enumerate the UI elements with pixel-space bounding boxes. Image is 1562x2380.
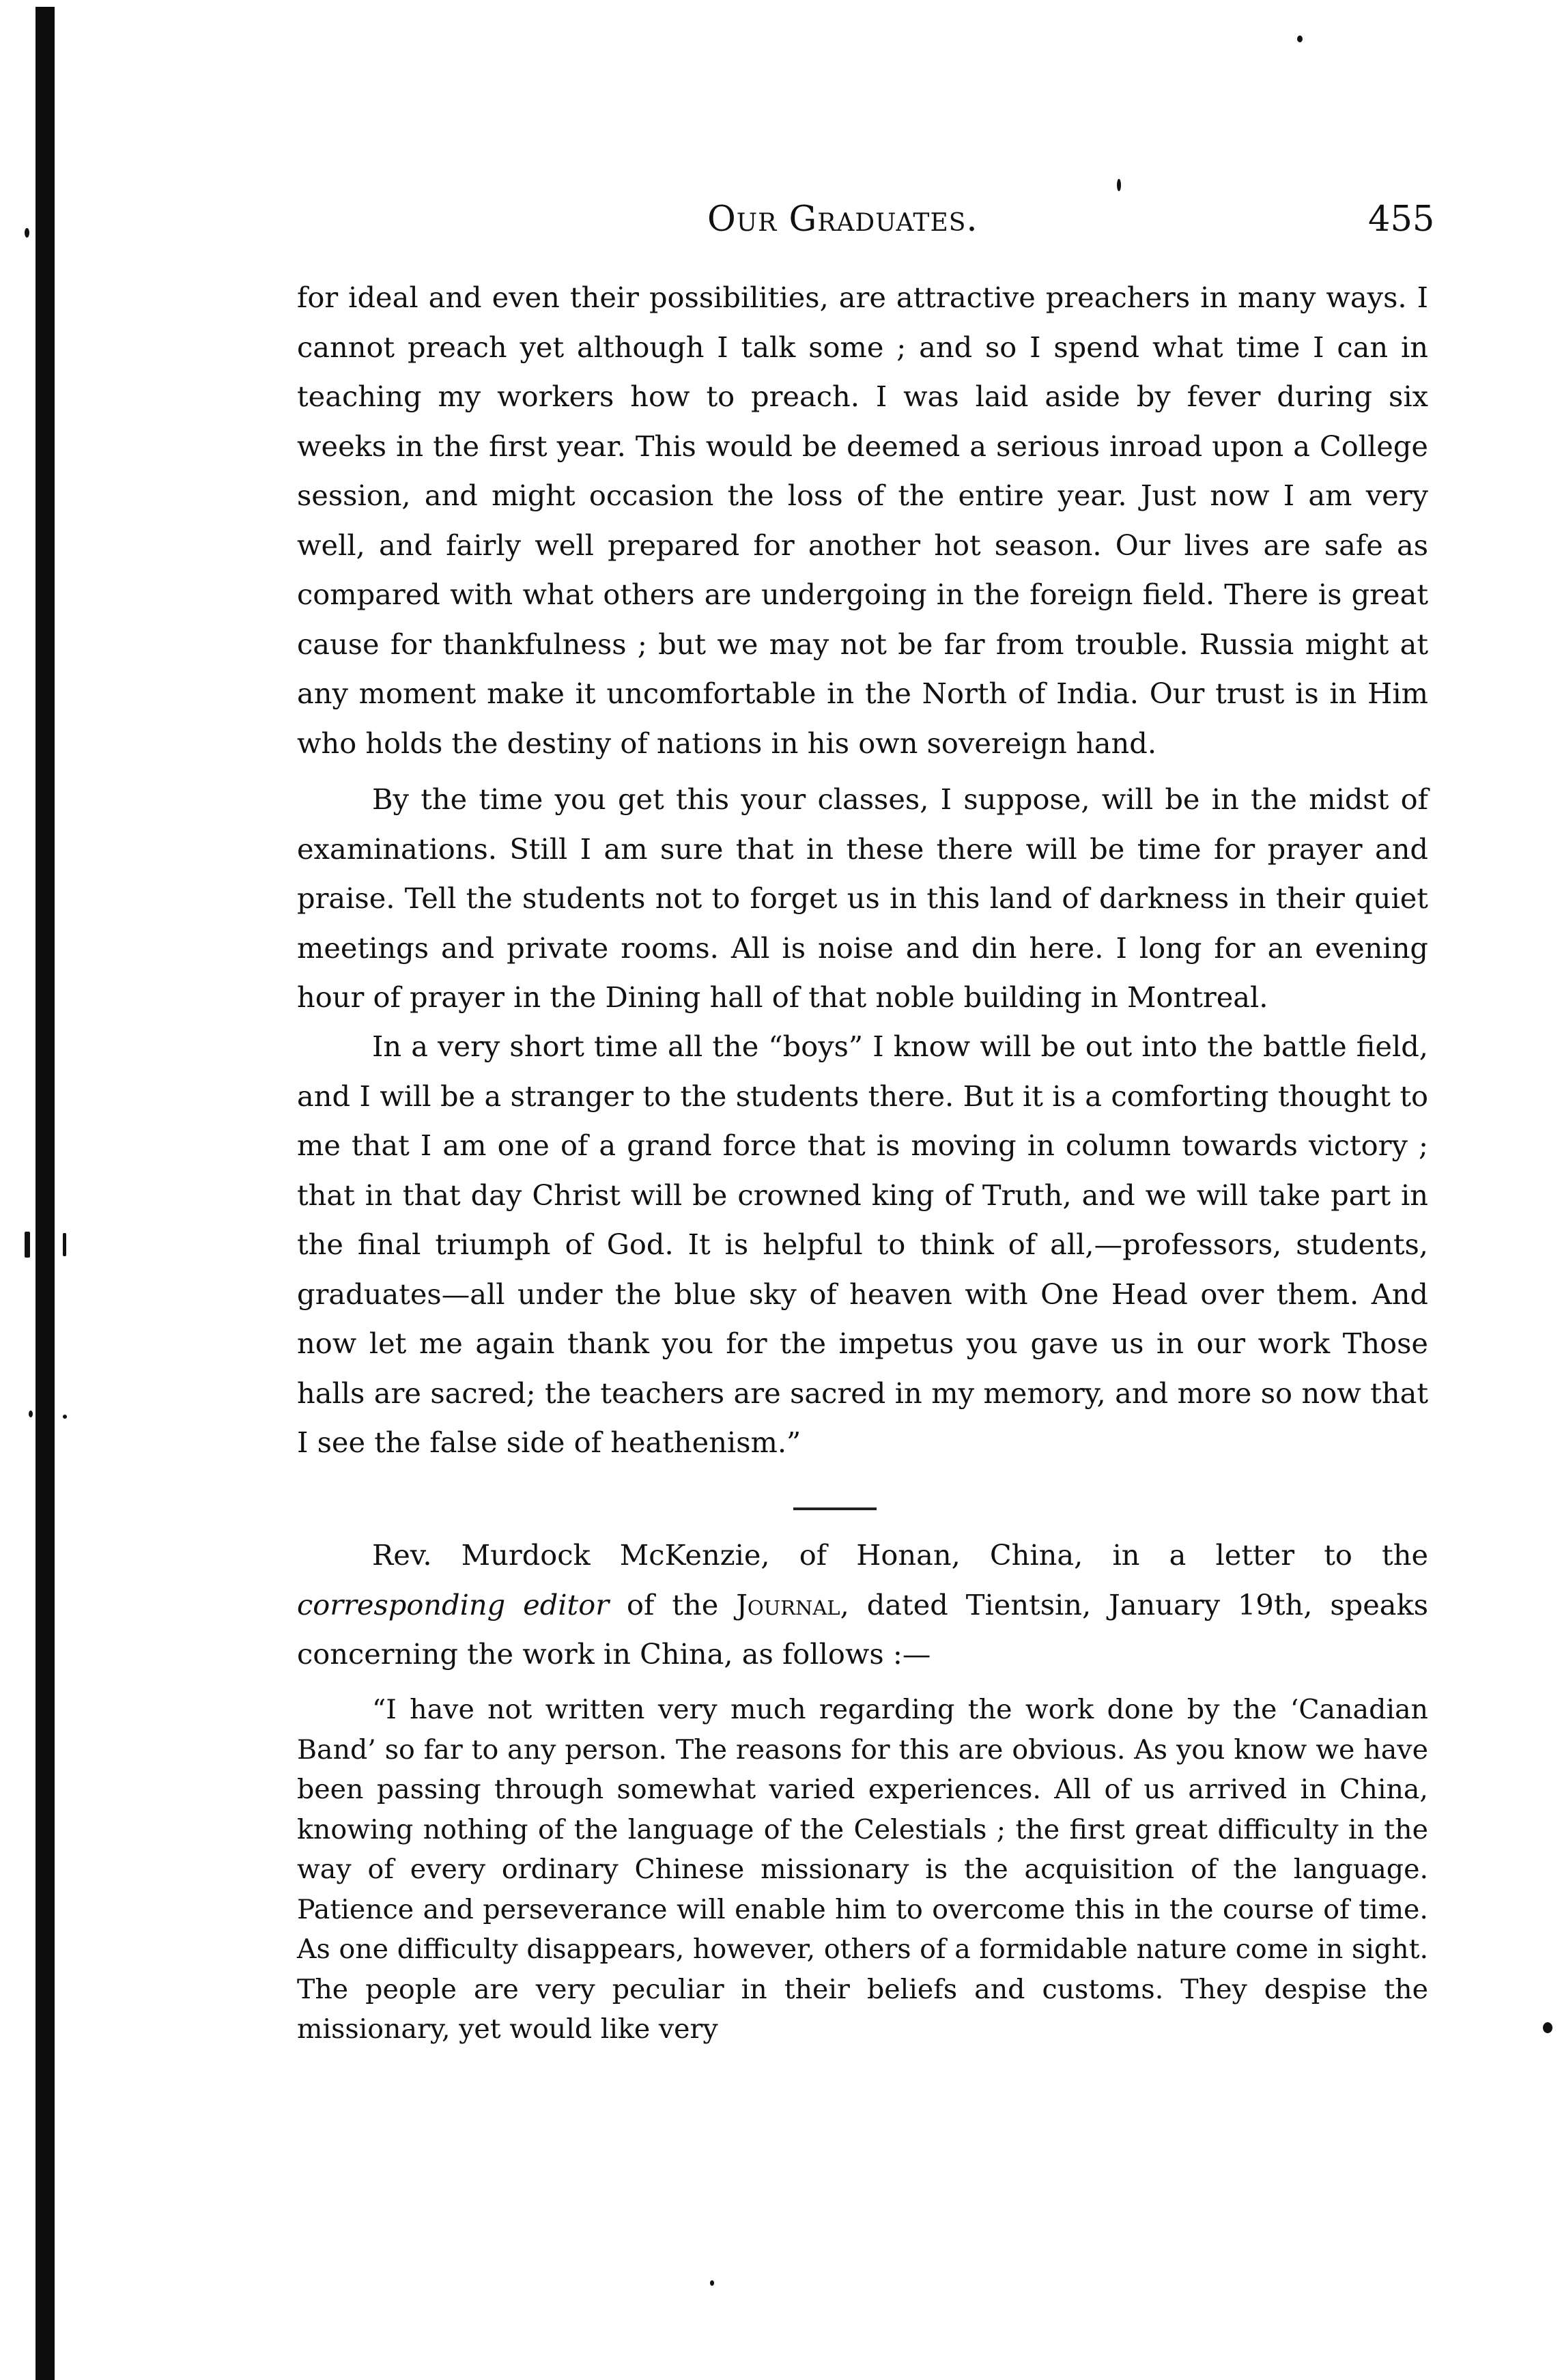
scan-speck [25, 228, 29, 238]
scan-speck [63, 1415, 67, 1419]
scan-speck [25, 1232, 30, 1258]
scan-speck [1297, 36, 1303, 42]
scan-speck [1117, 179, 1121, 191]
letter-two-intro [297, 1531, 1428, 1680]
section-divider [793, 1507, 877, 1510]
intro-italic-text: corresponding editor [297, 1587, 610, 1621]
scan-speck [29, 1411, 33, 1417]
running-title: Our Graduates. [707, 199, 978, 240]
intro-text: , dated Tientsin, January 19th, speaks concerning the work in China, as follows :— [297, 1587, 1428, 1671]
letter-one-paragraph-1 [297, 273, 1428, 768]
quote-text: “I have not written very much regarding the work done by the ‘Canadian Band’ so far to any person. The reasons for this are obvious. As you know we have been passing through somewhat varied experiences. All of us arrived in China, knowing nothing of the language of the Celestials ; the first great difficulty in the way of every ordinary Chinese missionary is the acquisition of the language. Patience and perseverance will enable him to overcome this in the course of time. As one difficulty disappears, however, others of a formidable nature come in sight. The people are very peculiar in their beliefs and customs. They despise the missionary, yet would like very [297, 1694, 1428, 2045]
letter-one-paragraph-2 [297, 775, 1428, 1023]
paragraph-text: By the time you get this your classes, I suppose, will be in the midst of examinations. Still I am sure that in these there will be time for prayer and praise. Tell the students not to forget us in this land of darkness in their quiet meetings and private rooms. All is noise and din here. I long for an evening hour of prayer in the Dining hall of that noble building in Montreal. [297, 782, 1428, 1014]
scan-edge-bar [36, 7, 55, 2380]
page-number: 455 [1368, 199, 1435, 240]
paragraph-text: In a very short time all the “boys” I know will be out into the battle field, and I will be a stranger to the students there. But it is a comforting thought to me that I am one of a grand force that is moving in column towards victory ; that in that day Christ will be crowned king of Truth, and we will take part in the final triumph of God. It is helpful to think of all,—professors, students, graduates—all under the blue sky of heaven with One Head over them. And now let me again thank you for the impetus you gave us in our work Those halls are sacred; the teachers are sacred in my memory, and more so now that I see the false side of heathenism.” [297, 1030, 1428, 1459]
letter-one-paragraph-3 [297, 1022, 1428, 1468]
intro-paragraph [297, 1531, 1428, 1680]
scan-speck [1543, 2022, 1552, 2033]
intro-text: of the [627, 1587, 719, 1621]
paragraph-text: for ideal and even their possibilities, are attractive preachers in many ways. I cannot preach yet although I talk some ; and so I spend what time I can in teaching my workers how to preach. I was laid aside by fever during six weeks in the first year. This would be deemed a serious inroad upon a College session, and might occasion the loss of the entire year. Just now I am very well, and fairly well prepared for another hot season. Our lives are safe as compared with what others are undergoing in the foreign field. There is great cause for thankfulness ; but we may not be far from trouble. Russia might at any moment make it uncomfortable in the North of India. Our trust is in Him who holds the destiny of nations in his own sovereign hand. [297, 281, 1428, 760]
intro-text: Rev. Murdock McKenzie, of Honan, China, in a letter to the [372, 1538, 1428, 1572]
scan-speck [710, 2280, 714, 2286]
scan-speck [63, 1233, 66, 1256]
journal-name: Journal [736, 1587, 840, 1621]
letter-two-quote [297, 1690, 1428, 2050]
